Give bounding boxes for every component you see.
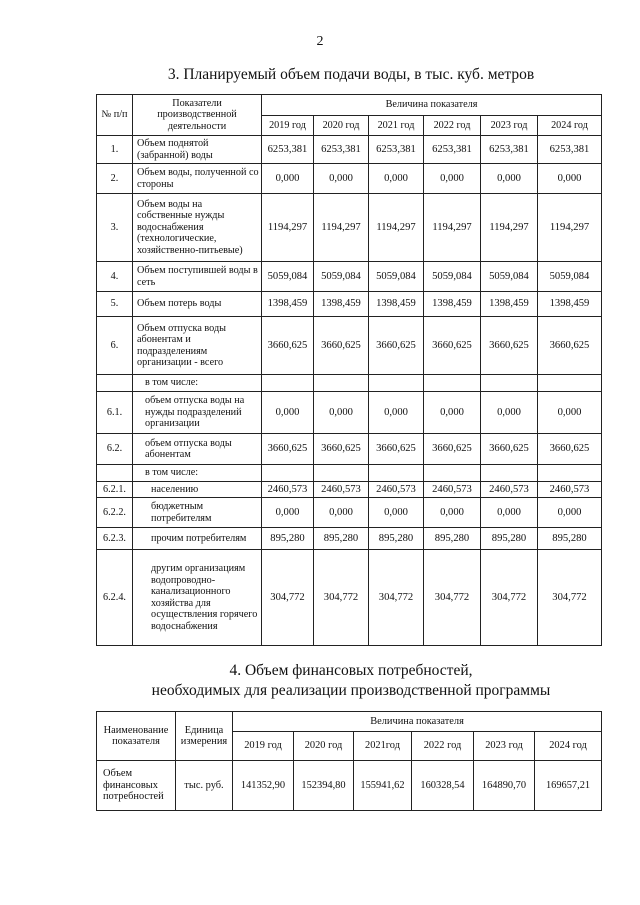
row-value: 155941,62 — [354, 761, 412, 811]
row-name: Объем воды, полученной со стороны — [133, 164, 262, 194]
row-value: 1194,297 — [262, 194, 314, 262]
table-row — [97, 482, 602, 498]
row-value: 6253,381 — [369, 136, 424, 164]
section-3-title: 3. Планируемый объем подачи воды, в тыс. куб. метров — [167, 66, 535, 83]
row-value: 1194,297 — [538, 194, 602, 262]
row-value: 304,772 — [369, 550, 424, 646]
table-row — [97, 164, 602, 194]
row-num — [97, 375, 133, 392]
section-4-title-line1: 4. Объем финансовых потребностей, — [229, 662, 473, 679]
row-value: 2460,573 — [369, 482, 424, 498]
row-num: 6.2.1. — [97, 482, 133, 498]
row-value: 164890,70 — [474, 761, 535, 811]
header-year: 2022 год — [412, 732, 474, 761]
row-value: 6253,381 — [424, 136, 481, 164]
row-value: 0,000 — [481, 498, 538, 528]
header-year: 2023 год — [481, 116, 538, 136]
row-value: 169657,21 — [535, 761, 602, 811]
row-value: 0,000 — [538, 498, 602, 528]
row-value: 6253,381 — [481, 136, 538, 164]
header-year: 2024 год — [535, 732, 602, 761]
row-value: 3660,625 — [424, 434, 481, 465]
section-4-title-line2: необходимых для реализации производственной программы — [151, 682, 551, 699]
row-value: 1194,297 — [424, 194, 481, 262]
row-value: 0,000 — [314, 392, 369, 434]
row-value: 152394,80 — [294, 761, 354, 811]
row-value: 6253,381 — [538, 136, 602, 164]
row-value: 0,000 — [481, 164, 538, 194]
row-name: Объем поднятой (забранной) воды — [133, 136, 262, 164]
row-value: 3660,625 — [481, 434, 538, 465]
row-value: 3660,625 — [369, 434, 424, 465]
row-value: 304,772 — [262, 550, 314, 646]
row-value: 304,772 — [481, 550, 538, 646]
header-name: Наименование показателя — [97, 712, 176, 761]
table-row — [97, 262, 602, 292]
row-value: 5059,084 — [538, 262, 602, 292]
row-value — [538, 375, 602, 392]
row-value: 5059,084 — [369, 262, 424, 292]
row-value: 141352,90 — [233, 761, 294, 811]
row-value — [262, 465, 314, 482]
row-value: 0,000 — [538, 392, 602, 434]
row-value: 0,000 — [369, 392, 424, 434]
row-value: 895,280 — [424, 528, 481, 550]
row-value: 3660,625 — [314, 434, 369, 465]
section-4-title — [96, 661, 606, 701]
row-num: 6.2.3. — [97, 528, 133, 550]
row-value: 5059,084 — [262, 262, 314, 292]
header-num: № п/п — [97, 95, 133, 136]
row-num: 3. — [97, 194, 133, 262]
water-supply-table — [96, 94, 602, 646]
row-value — [369, 465, 424, 482]
row-num: 6.2.4. — [97, 550, 133, 646]
row-name: объем отпуска воды абонентам — [133, 434, 262, 465]
row-num: 2. — [97, 164, 133, 194]
row-value: 3660,625 — [314, 317, 369, 375]
row-value: 3660,625 — [369, 317, 424, 375]
row-name: прочим потребителям — [133, 528, 262, 550]
row-value: 1398,459 — [369, 292, 424, 317]
row-name: другим организациям водопроводно-канализационного хозяйства для осуществления горячего водоснабжения — [133, 550, 262, 646]
row-value: 304,772 — [314, 550, 369, 646]
row-num: 6.2. — [97, 434, 133, 465]
row-value — [481, 375, 538, 392]
row-value: 1398,459 — [538, 292, 602, 317]
row-value: 895,280 — [481, 528, 538, 550]
table-row — [97, 317, 602, 375]
table-row — [97, 292, 602, 317]
row-name: в том числе: — [133, 465, 262, 482]
row-value: 0,000 — [369, 498, 424, 528]
row-value: 5059,084 — [481, 262, 538, 292]
row-num: 5. — [97, 292, 133, 317]
row-value: 6253,381 — [262, 136, 314, 164]
header-year: 2021 год — [369, 116, 424, 136]
row-num — [97, 465, 133, 482]
row-name: Объем воды на собственные нужды водоснабжения (технологические, хозяйственно-питьевые) — [133, 194, 262, 262]
row-value — [538, 465, 602, 482]
table-row — [97, 136, 602, 164]
table-row — [97, 392, 602, 434]
financial-needs-table — [96, 711, 602, 811]
row-value: 3660,625 — [262, 434, 314, 465]
row-value: 2460,573 — [538, 482, 602, 498]
table-row — [97, 761, 602, 811]
row-value — [369, 375, 424, 392]
row-num: 1. — [97, 136, 133, 164]
row-name: населению — [133, 482, 262, 498]
row-value — [262, 375, 314, 392]
row-value: 5059,084 — [424, 262, 481, 292]
row-value: 0,000 — [262, 164, 314, 194]
row-value — [314, 375, 369, 392]
row-value: 0,000 — [369, 164, 424, 194]
header-value-group: Величина показателя — [233, 712, 602, 732]
row-value: 2460,573 — [424, 482, 481, 498]
row-value — [481, 465, 538, 482]
row-value: 1398,459 — [314, 292, 369, 317]
header-year: 2020 год — [294, 732, 354, 761]
row-value: 1398,459 — [424, 292, 481, 317]
row-unit: тыс. руб. — [176, 761, 233, 811]
row-value: 1194,297 — [314, 194, 369, 262]
header-year: 2019 год — [262, 116, 314, 136]
table-row — [97, 498, 602, 528]
row-value: 304,772 — [538, 550, 602, 646]
header-value-group: Величина показателя — [262, 95, 602, 116]
row-value: 0,000 — [424, 392, 481, 434]
row-value: 3660,625 — [538, 317, 602, 375]
row-value: 5059,084 — [314, 262, 369, 292]
row-value: 0,000 — [424, 498, 481, 528]
row-value: 0,000 — [314, 164, 369, 194]
row-value: 0,000 — [314, 498, 369, 528]
row-num: 6. — [97, 317, 133, 375]
header-year: 2022 год — [424, 116, 481, 136]
row-num: 6.2.2. — [97, 498, 133, 528]
row-value: 6253,381 — [314, 136, 369, 164]
row-num: 6.1. — [97, 392, 133, 434]
table-row — [97, 465, 602, 482]
row-value — [314, 465, 369, 482]
row-value: 2460,573 — [262, 482, 314, 498]
row-name: объем отпуска воды на нужды подразделений организации — [133, 392, 262, 434]
table-row — [97, 375, 602, 392]
row-name: Объем потерь воды — [133, 292, 262, 317]
header-year: 2019 год — [233, 732, 294, 761]
row-value: 1194,297 — [481, 194, 538, 262]
row-value: 0,000 — [262, 498, 314, 528]
row-value: 1398,459 — [481, 292, 538, 317]
row-name: бюджетным потребителям — [133, 498, 262, 528]
row-value: 895,280 — [262, 528, 314, 550]
row-value: 0,000 — [481, 392, 538, 434]
row-name: в том числе: — [133, 375, 262, 392]
row-value: 3660,625 — [424, 317, 481, 375]
row-value: 895,280 — [538, 528, 602, 550]
row-value: 160328,54 — [412, 761, 474, 811]
row-name: Объем поступившей воды в сеть — [133, 262, 262, 292]
row-value: 2460,573 — [314, 482, 369, 498]
row-value: 3660,625 — [262, 317, 314, 375]
table-row — [97, 434, 602, 465]
row-name: Объем финансовых потребностей — [97, 761, 176, 811]
header-indicator: Показатели производственной деятельности — [133, 95, 262, 136]
row-value: 1194,297 — [369, 194, 424, 262]
header-unit: Единица измерения — [176, 712, 233, 761]
header-year: 2021год — [354, 732, 412, 761]
row-value: 1398,459 — [262, 292, 314, 317]
row-value: 3660,625 — [481, 317, 538, 375]
table-row — [97, 550, 602, 646]
table-row — [97, 528, 602, 550]
row-value: 0,000 — [538, 164, 602, 194]
header-year: 2024 год — [538, 116, 602, 136]
row-value: 0,000 — [424, 164, 481, 194]
row-value: 0,000 — [262, 392, 314, 434]
row-value — [424, 375, 481, 392]
row-value: 2460,573 — [481, 482, 538, 498]
table-row — [97, 194, 602, 262]
page-number: 2 — [316, 34, 324, 49]
row-value: 895,280 — [369, 528, 424, 550]
row-value: 895,280 — [314, 528, 369, 550]
row-name: Объем отпуска воды абонентам и подразделениям организации - всего — [133, 317, 262, 375]
row-value — [424, 465, 481, 482]
row-num: 4. — [97, 262, 133, 292]
row-value: 304,772 — [424, 550, 481, 646]
header-year: 2023 год — [474, 732, 535, 761]
row-value: 3660,625 — [538, 434, 602, 465]
header-year: 2020 год — [314, 116, 369, 136]
